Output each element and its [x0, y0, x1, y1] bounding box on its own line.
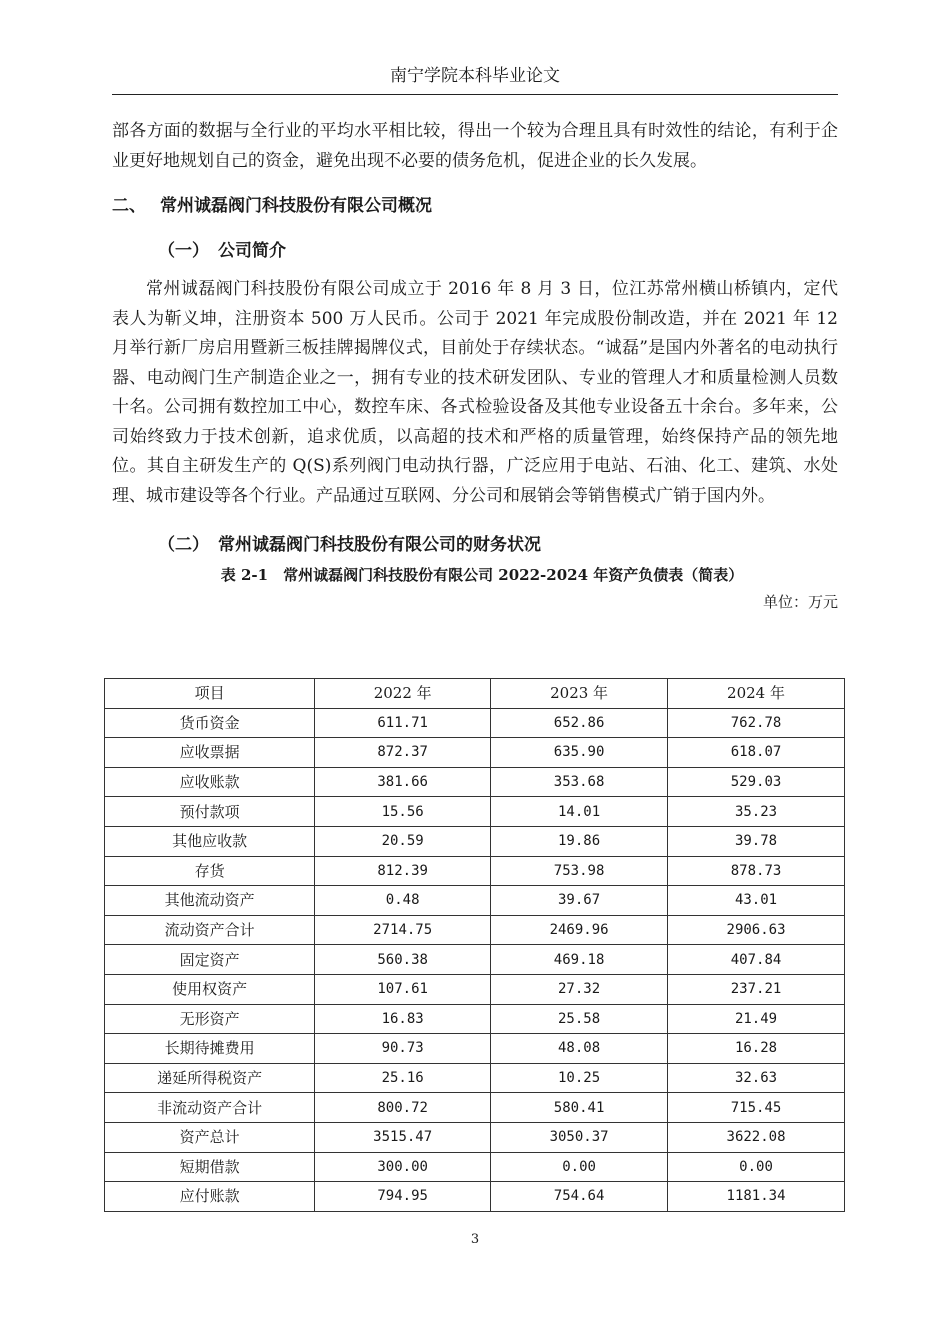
table-cell: 635.90: [491, 738, 668, 768]
subsection-title-2: 常州诚磊阀门科技股份有限公司的财务状况: [218, 535, 541, 555]
table-cell: 762.78: [668, 708, 845, 738]
table-cell: 753.98: [491, 856, 668, 886]
table-row: [105, 1182, 845, 1212]
table-cell: 16.28: [668, 1034, 845, 1064]
section-heading: [112, 192, 838, 220]
table-row: [105, 1063, 845, 1093]
subsection-heading-1: [158, 237, 838, 265]
intro-paragraph: 部各方面的数据与全行业的平均水平相比较，得出一个较为合理且具有时效性的结论，有利于企业更好地规划自己的资金，避免出现不必要的债务危机，促进企业的长久发展。: [112, 121, 838, 171]
subsection-number-2: （二）: [158, 535, 209, 555]
table-cell: 107.61: [315, 974, 491, 1004]
table-cell: 21.49: [668, 1004, 845, 1034]
table-cell: 237.21: [668, 974, 845, 1004]
table-cell: 715.45: [668, 1093, 845, 1123]
table-cell: 3050.37: [491, 1122, 668, 1152]
table-cell: 43.01: [668, 886, 845, 916]
column-header: 2022 年: [315, 679, 491, 709]
table-cell: 48.08: [491, 1034, 668, 1064]
row-label: 固定资产: [105, 945, 315, 975]
table-cell: 19.86: [491, 826, 668, 856]
table-cell: 611.71: [315, 708, 491, 738]
row-label: 递延所得税资产: [105, 1063, 315, 1093]
company-intro-paragraph: 常州诚磊阀门科技股份有限公司成立于 2016 年 8 月 3 日，位江苏常州横山桥镇内，定代表人为靳义坤，注册资本 500 万人民币。公司于 2021 年完成股份制改造，并在 2021 年 12 月举行新厂房启用暨新三板挂牌揭牌仪式，目前处于存续状态。“诚磊”是国内外著名的电动执行器、电动阀门生产制造企业之一，拥有专业的技术研发团队、专业的管理人才和质量检测人员数十名。公司拥有数控加工中心，数控车床、各式检验设备及其他专业设备五十余台。多年来，公司始终致力于技术创新，追求优质，以高超的技术和严格的质量管理，始终保持产品的领先地位。其自主研发生产的 Q(S)系列阀门电动执行器，广泛应用于电站、石油、化工、建筑、水处理、城市建设等各个行业。产品通过互联网、分公司和展销会等销售模式广销于国内外。: [112, 279, 838, 506]
table-cell: 529.03: [668, 767, 845, 797]
row-label: 货币资金: [105, 708, 315, 738]
table-cell: 32.63: [668, 1063, 845, 1093]
page-number: 3: [470, 1232, 480, 1247]
table-cell: 0.00: [491, 1152, 668, 1182]
table-cell: 580.41: [491, 1093, 668, 1123]
table-cell: 2906.63: [668, 915, 845, 945]
table-row: [105, 1093, 845, 1123]
row-label: 使用权资产: [105, 974, 315, 1004]
section-title: 常州诚磊阀门科技股份有限公司概况: [160, 196, 432, 216]
row-label: 流动资产合计: [105, 915, 315, 945]
row-label: 非流动资产合计: [105, 1093, 315, 1123]
table-cell: 407.84: [668, 945, 845, 975]
table-cell: 469.18: [491, 945, 668, 975]
table-cell: 39.78: [668, 826, 845, 856]
page-body: [112, 117, 838, 615]
table-cell: 10.25: [491, 1063, 668, 1093]
row-label: 预付款项: [105, 797, 315, 827]
table-row: [105, 856, 845, 886]
row-label: 长期待摊费用: [105, 1034, 315, 1064]
table-cell: 381.66: [315, 767, 491, 797]
table-cell: 25.16: [315, 1063, 491, 1093]
row-label: 存货: [105, 856, 315, 886]
table-cell: 353.68: [491, 767, 668, 797]
table-cell: 878.73: [668, 856, 845, 886]
table-cell: 0.00: [668, 1152, 845, 1182]
table-cell: 39.67: [491, 886, 668, 916]
table-unit: 单位：万元: [762, 593, 838, 611]
table-cell: 15.56: [315, 797, 491, 827]
table-row: [105, 915, 845, 945]
row-label: 应收票据: [105, 738, 315, 768]
row-label: 应收账款: [105, 767, 315, 797]
row-label: 资产总计: [105, 1122, 315, 1152]
column-header: 2023 年: [491, 679, 668, 709]
table-cell: 14.01: [491, 797, 668, 827]
row-label: 应付账款: [105, 1182, 315, 1212]
table-cell: 3515.47: [315, 1122, 491, 1152]
page-header: 南宁学院本科毕业论文: [390, 66, 560, 86]
table-cell: 872.37: [315, 738, 491, 768]
table-cell: 90.73: [315, 1034, 491, 1064]
table-cell: 652.86: [491, 708, 668, 738]
table-cell: 1181.34: [668, 1182, 845, 1212]
balance-sheet-table: [104, 678, 845, 1212]
table-cell: 35.23: [668, 797, 845, 827]
table-cell: 300.00: [315, 1152, 491, 1182]
table-row: [105, 1122, 845, 1152]
table-cell: 2469.96: [491, 915, 668, 945]
table-cell: 812.39: [315, 856, 491, 886]
table-cell: 25.58: [491, 1004, 668, 1034]
table-cell: 618.07: [668, 738, 845, 768]
table-header-row: [105, 679, 845, 709]
table-row: [105, 974, 845, 1004]
table-row: [105, 767, 845, 797]
table-row: [105, 738, 845, 768]
table-cell: 2714.75: [315, 915, 491, 945]
row-label: 无形资产: [105, 1004, 315, 1034]
table-caption: 表 2-1 常州诚磊阀门科技股份有限公司 2022-2024 年资产负债表（简表）: [220, 566, 744, 584]
header-rule: [112, 94, 838, 95]
table-row: [105, 797, 845, 827]
table-cell: 754.64: [491, 1182, 668, 1212]
table-cell: 0.48: [315, 886, 491, 916]
table-row: [105, 826, 845, 856]
table-row: [105, 1034, 845, 1064]
column-header: 2024 年: [668, 679, 845, 709]
row-label: 其他应收款: [105, 826, 315, 856]
table-cell: 16.83: [315, 1004, 491, 1034]
row-label: 其他流动资产: [105, 886, 315, 916]
table-cell: 27.32: [491, 974, 668, 1004]
subsection-heading-2: [158, 531, 838, 559]
table-row: [105, 708, 845, 738]
section-number: 二、: [112, 196, 146, 216]
table-row: [105, 945, 845, 975]
table-row: [105, 1152, 845, 1182]
subsection-number-1: （一）: [158, 241, 209, 261]
table-cell: 800.72: [315, 1093, 491, 1123]
row-label: 短期借款: [105, 1152, 315, 1182]
table-cell: 794.95: [315, 1182, 491, 1212]
table-row: [105, 886, 845, 916]
table-cell: 3622.08: [668, 1122, 845, 1152]
subsection-title-1: 公司简介: [218, 241, 286, 261]
table-cell: 20.59: [315, 826, 491, 856]
column-header: 项目: [105, 679, 315, 709]
table-row: [105, 1004, 845, 1034]
table-cell: 560.38: [315, 945, 491, 975]
